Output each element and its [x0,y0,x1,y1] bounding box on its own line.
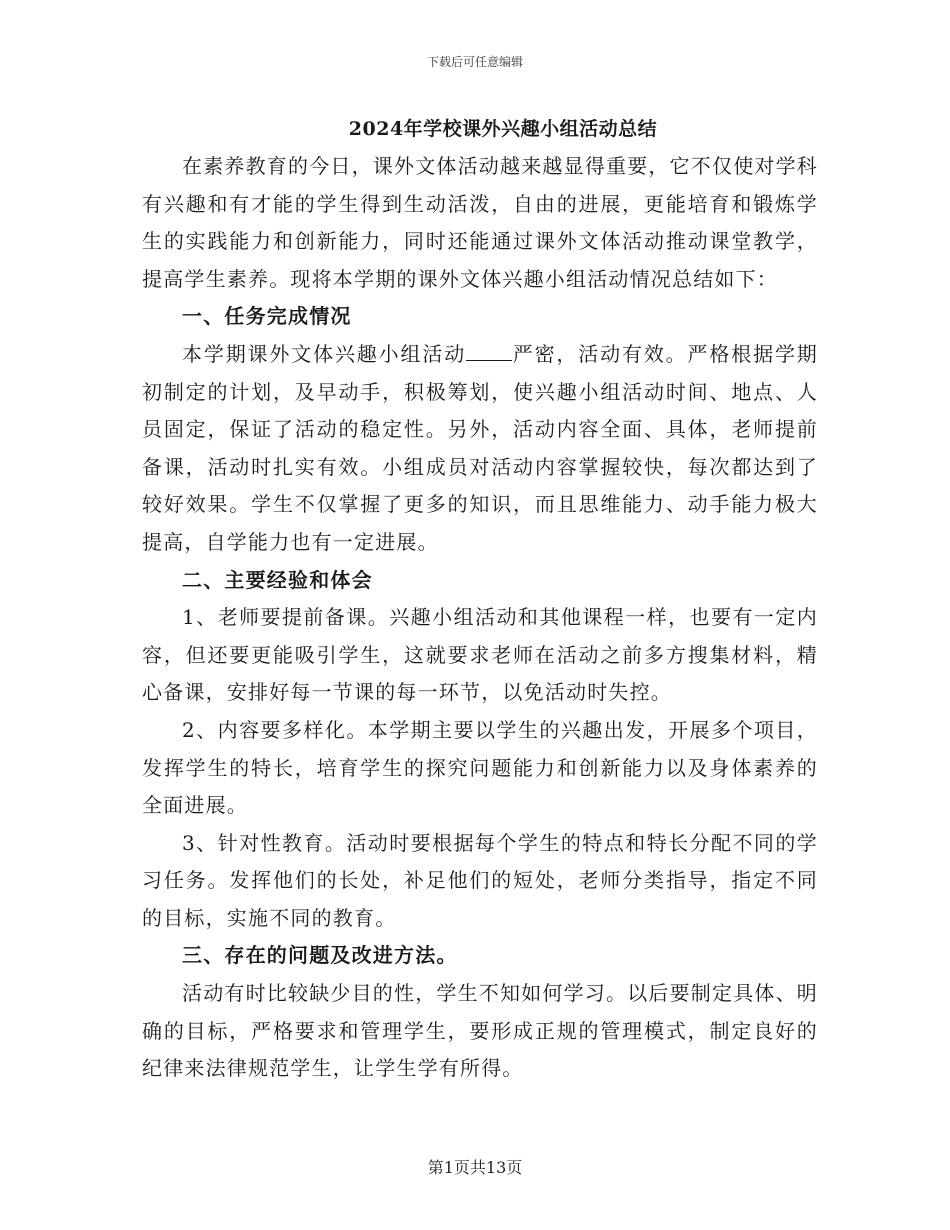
section3-paragraph: 活动有时比较缺少目的性，学生不知如何学习。以后要制定具体、明确的目标，严格要求和管理学生，要形成正规的管理模式，制定良好的纪律来法律规范学生，让学生学有所得。 [142,981,818,1081]
section1-text-rest: 严密，活动有效。严格根据学期初制定的计划，及早动手，积极筹划，使兴趣小组活动时间、地点、人员固定，保证了活动的稳定性。另外，活动内容全面、具体，老师提前备课，活动时扎实有效。小组成员对活动内容掌握较快，每次都达到了较好效果。学生不仅掌握了更多的知识，而且思维能力、动手能力极大提高，自学能力也有一定进展。 [142,341,818,554]
header-note: 下载后可任意编辑 [426,55,523,69]
page-footer: 第1页共13页 [427,1158,523,1177]
section1-heading: 一、任务完成情况 [182,304,352,329]
document-body [142,112,818,1088]
section2-item-1: 1、老师要提前备课。兴趣小组活动和其他课程一样，也要有一定内容，但还要更能吸引学生，这就要求老师在活动之前多方搜集材料，精心备课，安排好每一节课的每一环节，以免活动时失控。 [142,605,818,705]
section2-heading: 二、主要经验和体会 [182,567,373,592]
section1-text-start: 本学期课外文体兴趣小组活动 [182,341,467,366]
section1-paragraph [142,336,818,562]
section2-item-3: 3、针对性教育。活动时要根据每个学生的特点和特长分配不同的学习任务。发挥他们的长处，补足他们的短处，老师分类指导，指定不同的目标，实施不同的教育。 [142,830,818,930]
section2-item-2: 2、内容要多样化。本学期主要以学生的兴趣出发，开展多个项目，发挥学生的特长，培育学生的探究问题能力和创新能力以及身体素养的全面进展。 [142,717,818,818]
section3-heading: 三、存在的问题及改进方法。 [182,943,458,968]
intro-paragraph: 在素养教育的今日，课外文体活动越来越显得重要，它不仅使对学科有兴趣和有才能的学生得到生动活泼，自由的进展，更能培育和锻炼学生的实践能力和创新能力，同时还能通过课外文体活动推动课堂教学，提高学生素养。现将本学期的课外文体兴趣小组活动情况总结如下： [142,154,818,291]
document-title: 2024年学校课外兴趣小组活动总结 [348,118,658,140]
blank-line [466,342,512,361]
